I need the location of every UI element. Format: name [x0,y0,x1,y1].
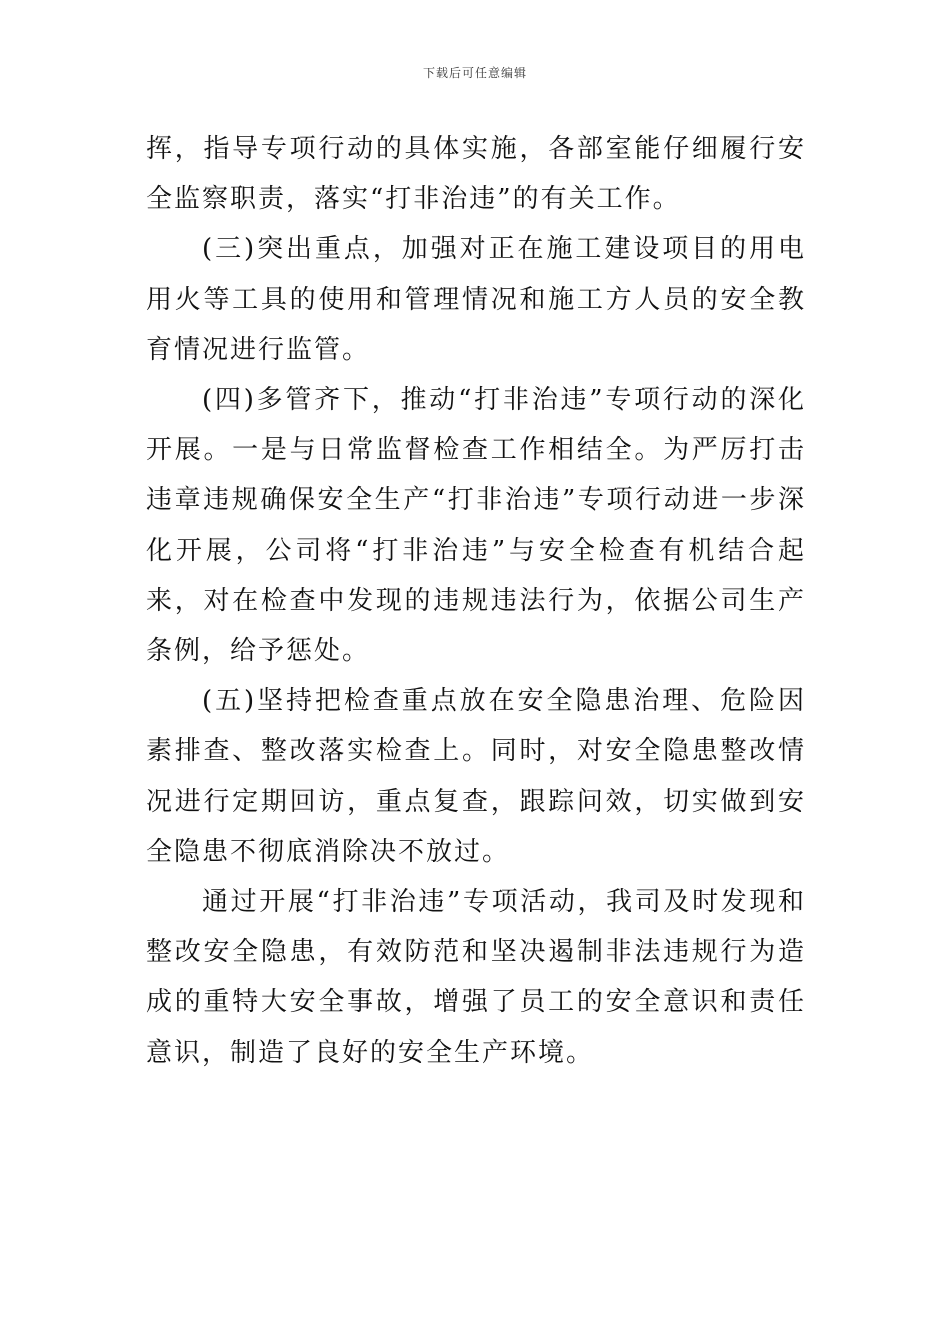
paragraph-section-four: (四)多管齐下，推动“打非治违”专项行动的深化开展。一是与日常监督检查工作相结全。为严厉打击违章违规确保安全生产“打非治违”专项行动进一步深化开展，公司将“打非治违”与安全检查有机结合起来，对在检查中发现的违规违法行为，依据公司生产条例，给予惩处。 [146,385,806,667]
paragraph-section-five: (五)坚持把检查重点放在安全隐患治理、危险因素排查、整改落实检查上。同时，对安全隐患整改情况进行定期回访，重点复查，跟踪问效，切实做到安全隐患不彻底消除决不放过。 [146,686,806,867]
paragraph-conclusion: 通过开展“打非治违”专项活动，我司及时发现和整改安全隐患，有效防范和坚决遏制非法违规行为造成的重特大安全事故，增强了员工的安全意识和责任意识，制造了良好的安全生产环境。 [146,887,806,1068]
page-header-note: 下载后可任意编辑 [422,66,527,80]
paragraph-continuation: 挥，指导专项行动的具体实施，各部室能仔细履行安全监察职责，落实“打非治违”的有关工作。 [146,134,806,215]
document-body [146,124,806,1078]
paragraph-section-three: (三)突出重点，加强对正在施工建设项目的用电用火等工具的使用和管理情况和施工方人员的安全教育情况进行监管。 [146,234,806,365]
